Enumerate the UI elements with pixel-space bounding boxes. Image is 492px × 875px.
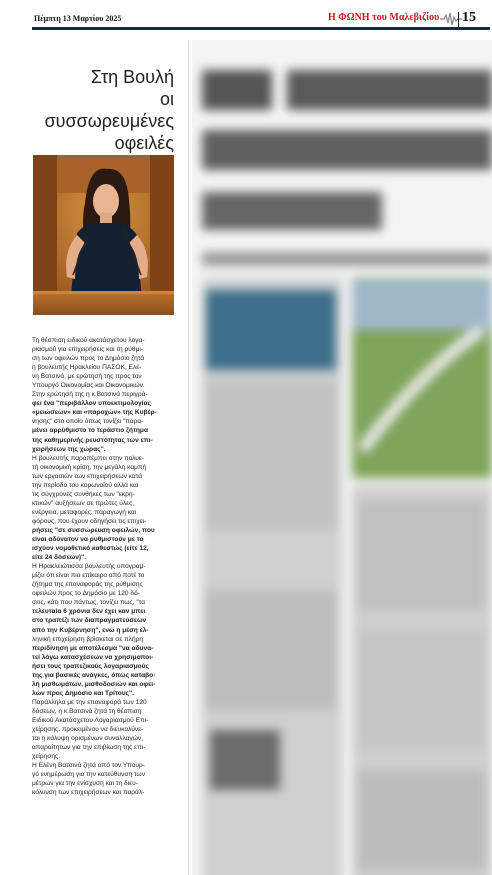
body-line: ριασμού για επιχειρήσεις και τη ρύθμι- <box>32 346 144 354</box>
body-line: κτικών" αυξήσεων σε πρώτες ύλες, <box>32 499 135 507</box>
body-line: γό ενημέρωση για την κατεύθυνση των <box>32 771 145 779</box>
headline-line: οφειλές <box>114 133 174 153</box>
bold-text: στο τραπέζι των διαπραγματεύσεων <box>32 617 147 625</box>
bold-text: λή μισθωμάτων, μισθοδοσιών και οφει- <box>32 680 156 688</box>
body-line: χείρησης, προκειμένου να διευκολύνε- <box>32 726 144 734</box>
blurred-content <box>192 40 492 875</box>
body-line: σεις, κάτι που πάντως, τονίζει πως, "τα <box>32 599 146 607</box>
body-line <box>32 653 174 662</box>
body-line: των εργασιών των επιχειρήσεων κατά <box>32 472 143 480</box>
body-line: φόρους, που έχουν οδηγήσει τις επιχει- <box>32 517 147 525</box>
body-line: Η Ηρακλειώτισσα βουλευτής υπογραμ- <box>32 563 146 571</box>
body-line: Παράλληλα με την επαναφορά των 120 <box>32 698 147 706</box>
body-line <box>32 426 174 435</box>
body-line: δόσεων, η κ.Βατσινά ζητά τη θέσπιση <box>32 707 142 715</box>
body-line: Ειδικού Ακατάσχετου Λογαριασμού Επι- <box>32 716 149 724</box>
speaker-photo-illustration <box>33 155 174 315</box>
body-line: Η Ελένη Βατσινά ζητά από τον Υπουρ- <box>32 762 145 770</box>
body-line <box>32 526 174 535</box>
bold-text: «μειώσεων» και «παροχών» της Κυβέρ- <box>32 409 157 417</box>
body-line: Τη θέσπιση ειδικού ακατάσχετου λογα- <box>32 337 145 344</box>
body-line <box>32 553 174 562</box>
header-rule <box>32 27 490 30</box>
body-line: μέτρων για την ενίσχυση και τη διευ- <box>32 780 138 788</box>
body-line: την περίοδο του κορωνοϊού αλλά και <box>32 481 139 489</box>
article-body <box>32 336 174 797</box>
body-line: ζήτημα της επαναφοράς της ρύθμισης <box>32 581 143 589</box>
publication-name: Η ΦΩΝΗ του Μαλεβιζίου <box>328 12 440 23</box>
headline-line: Στη Βουλή <box>90 67 174 87</box>
body-line: η βουλευτής Ηρακλείου ΠΑΣΟΚ, Ελέ- <box>32 364 142 372</box>
body-line <box>32 408 174 417</box>
body-line: ται η κάλυψη ορισμένων συναλλαγών, <box>32 735 144 743</box>
bold-text: φει ένα "περιβάλλον υποεκτιμολογίας <box>32 400 152 408</box>
body-line <box>32 689 174 698</box>
page-number-divider <box>458 12 459 28</box>
body-line: μίζει ότι είναι πιο επίκαιρο από ποτέ το <box>32 572 145 580</box>
body-line: ση των οφειλών προς το Δημόσιο ζητά <box>32 355 145 363</box>
article-photo <box>33 155 174 315</box>
body-line <box>32 436 174 445</box>
body-line: χείρησης. <box>32 753 61 761</box>
bold-text: της καθημερινής ρευστότητας των επι- <box>32 436 153 444</box>
bold-text: από την Κυβέρνηση", ενώ η μέση ελ- <box>32 626 149 634</box>
page-number: 15 <box>462 10 476 25</box>
body-line <box>32 662 174 671</box>
body-line <box>32 626 174 635</box>
bold-text: είτε 24 δόσεων)". <box>32 554 87 562</box>
body-line <box>32 671 174 680</box>
body-line <box>32 607 174 616</box>
bold-text: ήσει τους τραπεζικούς λογαριασμούς <box>32 662 149 670</box>
page-header <box>0 0 492 32</box>
body-line: Στην ερώτησή της η κ.Βατσινά περιγρά- <box>32 391 148 399</box>
body-line <box>32 544 174 553</box>
body-line <box>32 399 174 408</box>
body-line <box>32 616 174 625</box>
headline-line: οι συσσωρευμένες <box>44 89 174 131</box>
body-line: οφειλών προς το Δημόσιο με 120 δό- <box>32 590 140 598</box>
body-line: ενέργεια, μεταφορές, παραγωγή και <box>32 508 137 516</box>
body-line <box>32 445 174 454</box>
body-line <box>32 680 174 689</box>
bold-text: της για βασικές ανάγκες, όπως καταβο- <box>32 671 156 679</box>
blurred-adjacent-article <box>192 40 492 875</box>
bold-text: είναι αδύνατον να ρυθμιστούν με το <box>32 536 144 544</box>
body-line: Η βουλευτής παραπέμπει στην πολυε- <box>32 454 145 462</box>
body-line: ληνική επιχείρηση βρίσκεται σε πλήρη <box>32 635 144 643</box>
body-line: τις σύγχρονες συνθήκες των "εκρη- <box>32 490 135 498</box>
bold-text: ρήσεις "σε συσσώρευση οφειλών, που <box>32 526 155 534</box>
body-line <box>32 535 174 544</box>
issue-date: Πέμπτη 13 Μαρτίου 2025 <box>34 14 122 23</box>
body-line <box>32 644 174 653</box>
bold-text: περιδίνηση με αποτέλεσμα "να αδυνα- <box>32 644 154 652</box>
bold-text: μένει αρρύθμιστο το τεράστιο ζήτημα <box>32 427 149 435</box>
bold-text: χειρήσεων της χώρας". <box>32 445 106 453</box>
body-line: απαραίτητων για την επιβίωση της επι- <box>32 744 146 752</box>
body-line: τή οικονομική κρίση, την μεγάλη καμπή <box>32 463 147 471</box>
bold-text: τελευταία 6 χρόνια δεν έχει καν μπει <box>32 608 146 616</box>
bold-text: τεί λόγω κατασχέσεων να χρησιμοποι- <box>32 653 154 661</box>
blurred-layout-shapes <box>192 40 492 875</box>
body-line: νη Βατσινά, με ερώτησή της προς τον <box>32 373 142 381</box>
body-line: Υπουργό Οικονομίας και Οικονομικών. <box>32 382 145 390</box>
bold-text: λών προς Δημόσιο και Τρίτους". <box>32 689 134 697</box>
bold-text: ισχύον νομοθετικό καθεστώς (είτε 12, <box>32 545 149 553</box>
column-divider <box>188 40 189 875</box>
body-line: κόλυνση των επιχειρήσεων και παράλ- <box>32 789 145 797</box>
body-line: νησης" στο οποίο όπως τονίζει "παρα- <box>32 418 144 426</box>
